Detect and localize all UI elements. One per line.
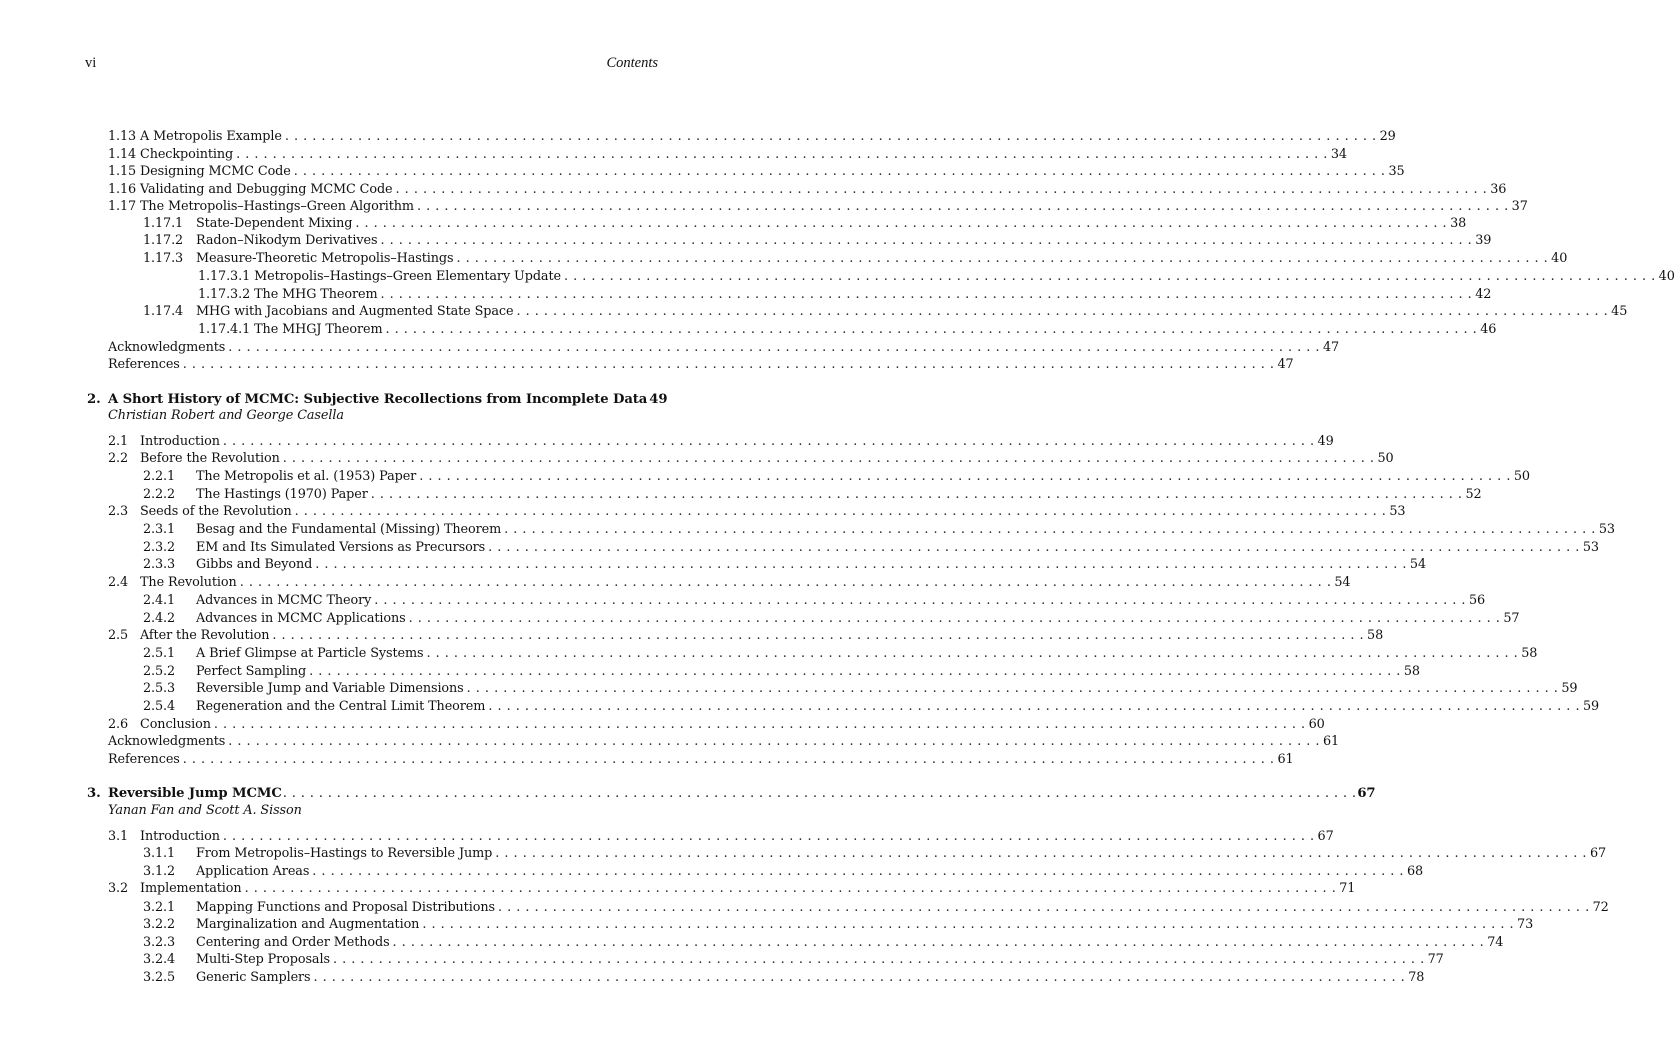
toc-entry-number: 1.17.2: [143, 233, 184, 248]
toc-entry-title: Acknowledgments: [108, 340, 226, 355]
toc-entry-title: Validating and Debugging MCMC Code: [140, 182, 393, 197]
dot-leader: . . . . . . . . . . . . . . . . . . . . . . . . . . . . . . . . . . . . . . . . . . . . . . . . . . . . . . . . . . . . . . . . . . . . . . . . . . . . . . . . . . . . . . . . . . . . . . . . . . . . . . . . . . . . . . . . . . . . . . . .: [563, 269, 1656, 284]
toc-entry-row: [0, 215, 1467, 233]
dot-leader: . . . . . . . . . . . . . . . . . . . . . . . . . . . . . . . . . . . . . . . . . . . . . . . . . . . . . . . . . . . . . . . . . . . . . . . . . . . . . . . . . . . . . . . . . . . . . . . . . . . . . . . . . . . . . . . . . . . . . . . .: [504, 522, 1596, 537]
toc-page-number: 54: [1409, 557, 1427, 572]
toc-entry-row: [0, 574, 1351, 592]
toc-page-number: 74: [1487, 935, 1504, 950]
toc-page-number: 52: [1465, 487, 1482, 502]
toc-page-number: 40: [1551, 251, 1568, 266]
toc-page-number: 35: [1388, 164, 1405, 179]
toc-page-number: 77: [1427, 952, 1444, 967]
toc-entry-title: Designing MCMC Code: [140, 164, 291, 179]
toc-entry-title: Generic Samplers: [196, 970, 311, 985]
toc-entry-row: [0, 751, 1294, 769]
toc-entry-number: 1.17.3.1: [198, 269, 251, 284]
toc-entry-title: Seeds of the Revolution: [140, 504, 292, 519]
running-title: Contents: [606, 55, 658, 71]
dot-leader: . . . . . . . . . . . . . . . . . . . . . . . . . . . . . . . . . . . . . . . . . . . . . . . . . . . . . . . . . . . . . . . . . . . . . . . . . . . . . . . . . . . . . . . . . . . . . . . . . . . . . . . . . . . . . . . . . . . . . . . .: [408, 611, 1501, 626]
toc-entry-row: [0, 468, 1530, 486]
toc-entry-row: [0, 128, 1396, 146]
toc-entry-row: [0, 450, 1394, 468]
toc-entry-row: [0, 863, 1424, 881]
toc-page-number: 61: [1277, 752, 1294, 767]
toc-entry-number: 2.1: [108, 434, 129, 449]
toc-page-number: 46: [1480, 322, 1497, 337]
toc-entry-title: Regeneration and the Central Limit Theorem: [196, 699, 486, 714]
toc-entry-number: 3.2: [108, 881, 129, 896]
toc-page-number: 67: [1589, 846, 1607, 861]
toc-entry-number: 3.: [87, 786, 101, 801]
toc-entry-title: Implementation: [140, 881, 242, 896]
toc-entry-number: 2.6: [108, 717, 129, 732]
dot-leader: . . . . . . . . . . . . . . . . . . . . . . . . . . . . . . . . . . . . . . . . . . . . . . . . . . . . . . . . . . . . . . . . . . . . . . . . . . . . . . . . . . . . . . . . . . . . . . . . . . . . . . . . . . . . . . . . . . . . . . . .: [222, 434, 1315, 449]
toc-page-number: 71: [1339, 881, 1356, 896]
dot-leader: . . . . . . . . . . . . . . . . . . . . . . . . . . . . . . . . . . . . . . . . . . . . . . . . . . . . . . . . . . . . . . . . . . . . . . . . . . . . . . . . . . . . . . . . . . . . . . . . . . . . . . . . . . . . . . . . . . . . . . . .: [228, 734, 1320, 749]
toc-entry-number: 1.17.4.1: [198, 322, 251, 337]
toc-page-number: 57: [1503, 611, 1520, 626]
toc-entry-row: [0, 698, 1600, 716]
toc-entry-title: Reversible Jump MCMC: [108, 786, 282, 801]
dot-leader: . . . . . . . . . . . . . . . . . . . . . . . . . . . . . . . . . . . . . . . . . . . . . . . . . . . . . . . . . . . . . . . . . . . . . . . . . . . . . . . . . . . . . . . . . . . . . . . . . . . . . . . . . . . . . . . . . . . . . . . .: [239, 575, 1332, 590]
chapter-authors: Christian Robert and George Casella: [108, 408, 344, 423]
toc-entry-row: [0, 610, 1520, 628]
toc-entry-row: [0, 286, 1492, 304]
toc-entry-title: The Metropolis et al. (1953) Paper: [196, 469, 417, 484]
toc-page-number: 58: [1367, 628, 1384, 643]
dot-leader: . . . . . . . . . . . . . . . . . . . . . . . . . . . . . . . . . . . . . . . . . . . . . . . . . . . . . . . . . . . . . . . . . . . . . . . . . . . . . . . . . . . . . . . . . . . . . . . . . . . . . . . . . . . . . . . . . . . . . . . .: [282, 451, 1375, 466]
dot-leader: . . . . . . . . . . . . . . . . . . . . . . . . . . . . . . . . . . . . . . . . . . . . . . . . . . . . . . . . . . . . . . . . . . . . . . . . . . . . . . . . . . . . . . . . . . . . . . . . . . . . . . . . . . . . . . . . . . . . . . . .: [422, 917, 1515, 932]
toc-entry-row: [0, 503, 1406, 521]
toc-entry-row: [0, 969, 1425, 987]
dot-leader: . . . . . . . . . . . . . . . . . . . . . . . . . . . . . . . . . . . . . . . . . . . . . . . . . . . . . . . . . . . . . . . . . . . . . . . . . . . . . . . . . . . . . . . . . . . . . . . . . . . . . . . . . . . . . . . . . . . . . . . .: [182, 752, 1275, 767]
toc-entry-row: [0, 539, 1599, 557]
toc-entry-title: Reversible Jump and Variable Dimensions: [196, 681, 464, 696]
toc-entry-row: [0, 951, 1444, 969]
toc-author-row: [0, 802, 658, 820]
toc-page-number: 59: [1583, 699, 1600, 714]
toc-entry-row: [0, 198, 1528, 216]
toc-page-number: 56: [1468, 593, 1486, 608]
toc-entry-title: MHG with Jacobians and Augmented State Space: [196, 304, 514, 319]
toc-entry-title: Mapping Functions and Proposal Distributions: [196, 900, 495, 915]
toc-entry-number: 1.17: [108, 199, 137, 214]
toc-entry-number: 2.4.2: [143, 611, 176, 626]
toc-entry-title: From Metropolis–Hastings to Reversible Jump: [196, 846, 493, 861]
toc-entry-number: 2.2.2: [143, 487, 176, 502]
dot-leader: . . . . . . . . . . . . . . . . . . . . . . . . . . . . . . . . . . . . . . . . . . . . . . . . . . . . . . . . . . . . . . . . . . . . . . . . . . . . . . . . . . . . . . . . . . . . . . . . . . . . . . . . . . . . . . . . . . . . . . . .: [236, 147, 1328, 162]
toc-page-number: 49: [649, 392, 668, 407]
dot-leader: . . . . . . . . . . . . . . . . . . . . . . . . . . . . . . . . . . . . . . . . . . . . . . . . . . . . . . . . . . . . . . . . . . . . . . . . . . . . . . . . . . . . . . . . . . . . . . . . . . . . . . . . . . . . . . . . . . . . . . . .: [315, 557, 1407, 572]
dot-leader: . . . . . . . . . . . . . . . . . . . . . . . . . . . . . . . . . . . . . . . . . . . . . . . . . . . . . . . . . . . . . . . . . . . . . . . . . . . . . . . . . . . . . . . . . . . . . . . . . . . . . . . . . . . . . . . . . . . . . . . .: [497, 900, 1590, 915]
toc-page-number: 53: [1389, 504, 1406, 519]
toc-entry-row: [0, 680, 1578, 698]
toc-entry-title: Checkpointing: [140, 147, 234, 162]
toc-entry-row: [0, 303, 1628, 321]
toc-entry-number: 2.4.1: [143, 593, 176, 608]
toc-entry-row: [0, 828, 1334, 846]
toc-entry-row: [0, 645, 1538, 663]
dot-leader: . . . . . . . . . . . . . . . . . . . . . . . . . . . . . . . . . . . . . . . . . . . . . . . . . . . . . . . . . . . . . . . . . . . . . . . . . . . . . . . . . . . . . . . . . . . . . . . . . . . . . . . . . . . . . . . . . . . . . . . .: [426, 646, 1519, 661]
toc-entry-number: 1.17.1: [143, 216, 184, 231]
dot-leader: . . . . . . . . . . . . . . . . . . . . . . . . . . . . . . . . . . . . . . . . . . . . . . . . . . . . . . . . . . . . . . . . . . . . . . . . . . . . . . . . . . . . . . . . . . . . . . . . . . . . . . . . . . . . . . . . . . . . . . . .: [332, 952, 1425, 967]
dot-leader: . . . . . . . . . . . . . . . . . . . . . . . . . . . . . . . . . . . . . . . . . . . . . . . . . . . . . . . . . . . . . . . . . . . . . . . . . . . . . . . . . . . . . . . . . . . . . . . . . . . . . . . . . . . . . . . . . . . . . . . .: [282, 786, 1357, 801]
dot-leader: . . . . . . . . . . . . . . . . . . . . . . . . . . . . . . . . . . . . . . . . . . . . . . . . . . . . . . . . . . . . . . . . . . . . . . . . . . . . . . . . . . . . . . . . . . . . . . . . . . . . . . . . . . . . . . . . . . . . . . . .: [488, 699, 1581, 714]
toc-page-number: 37: [1511, 199, 1528, 214]
toc-entry-title: Besag and the Fundamental (Missing) Theorem: [196, 522, 502, 537]
toc-entry-title: A Short History of MCMC: Subjective Recollections from Incomplete Data: [108, 392, 648, 407]
toc-page-number: 34: [1330, 147, 1347, 162]
toc-entry-title: The MHG Theorem: [254, 287, 378, 302]
toc-entry-title: Multi-Step Proposals: [196, 952, 330, 967]
toc-page-number: 53: [1582, 540, 1599, 555]
toc-entry-row: [0, 716, 1325, 734]
dot-leader: . . . . . . . . . . . . . . . . . . . . . . . . . . . . . . . . . . . . . . . . . . . . . . . . . . . . . . . . . . . . . . . . . . . . . . . . . . . . . . . . . . . . . . . . . . . . . . . . . . . . . . . . . . . . . . . . . . . . . . . .: [309, 664, 1401, 679]
toc-page-number: 47: [1322, 340, 1340, 355]
toc-page-number: 68: [1407, 864, 1424, 879]
dot-leader: . . . . . . . . . . . . . . . . . . . . . . . . . . . . . . . . . . . . . . . . . . . . . . . . . . . . . . . . . . . . . . . . . . . . . . . . . . . . . . . . . . . . . . . . . . . . . . . . . . . . . . . . . . . . . . . . . . . . . . . .: [456, 251, 1549, 266]
toc-page-number: 54: [1334, 575, 1351, 590]
toc-entry-title: References: [108, 357, 180, 372]
toc-page-number: 38: [1450, 216, 1467, 231]
toc-page-number: 50: [1377, 451, 1394, 466]
toc-page-number: 47: [1277, 357, 1294, 372]
toc-entry-title: The Hastings (1970) Paper: [196, 487, 368, 502]
toc-entry-row: [0, 845, 1607, 863]
toc-entry-number: 2.3.1: [143, 522, 176, 537]
toc-page-number: 60: [1308, 717, 1325, 732]
toc-page-number: 40: [1658, 269, 1675, 284]
dot-leader: . . . . . . . . . . . . . . . . . . . . . . . . . . . . . . . . . . . . . . . . . . . . . . . . . . . . . . . . . . . . . . . . . . . . . . . . . . . . . . . . . . . . . . . . . . . . . . . . . . . . . . . . . . . . . . . . . . . . . . . .: [355, 216, 1448, 231]
dot-leader: . . . . . . . . . . . . . . . . . . . . . . . . . . . . . . . . . . . . . . . . . . . . . . . . . . . . . . . . . . . . . . . . . . . . . . . . . . . . . . . . . . . . . . . . . . . . . . . . . . . . . . . . . . . . . . . . . . . . . . . .: [385, 322, 1478, 337]
toc-page-number: 72: [1592, 900, 1609, 915]
toc-entry-number: 2.5: [108, 628, 129, 643]
toc-entry-row: [0, 163, 1405, 181]
toc-entry-title: Advances in MCMC Applications: [196, 611, 406, 626]
toc-entry-title: Measure-Theoretic Metropolis–Hastings: [196, 251, 454, 266]
toc-entry-title: A Metropolis Example: [140, 129, 282, 144]
toc-entry-number: 3.2.3: [143, 935, 176, 950]
dot-leader: . . . . . . . . . . . . . . . . . . . . . . . . . . . . . . . . . . . . . . . . . . . . . . . . . . . . . . . . . . . . . . . . . . . . . . . . . . . . . . . . . . . . . . . . . . . . . . . . . . . . . . . . . . . . . . . . . . . . . . . .: [374, 593, 1466, 608]
toc-entry-number: 2.5.1: [143, 646, 176, 661]
toc-entry-row: [0, 592, 1486, 610]
toc-entry-number: 3.1: [108, 829, 129, 844]
dot-leader: . . . . . . . . . . . . . . . . . . . . . . . . . . . . . . . . . . . . . . . . . . . . . . . . . . . . . . . . . . . . . . . . . . . . . . . . . . . . . . . . . . . . . . . . . . . . . . . . . . . . . . . . . . . . . . . . . . . . . . . .: [392, 935, 1485, 950]
toc-entry-title: Acknowledgments: [108, 734, 226, 749]
dot-leader: . . . . . . . . . . . . . . . . . . . . . . . . . . . . . . . . . . . . . . . . . . . . . . . . . . . . . . . . . . . . . . . . . . . . . . . . . . . . . . . . . . . . . . . . . . . . . . . . . . . . . . . . . . . . . . . . . . . . . . . .: [294, 504, 1387, 519]
toc-entry-row: [0, 663, 1420, 681]
toc-entry-title: State-Dependent Mixing: [196, 216, 353, 231]
toc-page-number: 29: [1379, 129, 1396, 144]
toc-entry-number: 2.3: [108, 504, 129, 519]
dot-leader: . . . . . . . . . . . . . . . . . . . . . . . . . . . . . . . . . . . . . . . . . . . . . . . . . . . . . . . . . . . . . . . . . . . . . . . . . . . . . . . . . . . . . . . . . . . . . . . . . . . . . . . . . . . . . . . . . . . . . . . .: [516, 304, 1609, 319]
toc-entry-title: The MHGJ Theorem: [254, 322, 383, 337]
toc-entry-number: 3.2.5: [143, 970, 176, 985]
toc-entry-row: [0, 339, 1340, 357]
toc-entry-title: Application Areas: [196, 864, 310, 879]
toc-page-number: 49: [1317, 434, 1334, 449]
toc-page-number: 58: [1521, 646, 1538, 661]
toc-entry-number: 2.2.1: [143, 469, 176, 484]
toc-entry-row: [0, 627, 1384, 645]
running-header: [85, 55, 658, 75]
dot-leader: . . . . . . . . . . . . . . . . . . . . . . . . . . . . . . . . . . . . . . . . . . . . . . . . . . . . . . . . . . . . . . . . . . . . . . . . . . . . . . . . . . . . . . . . . . . . . . . . . . . . . . . . . . . . . . . . . . . . . . . .: [213, 717, 1306, 732]
toc-entry-number: 2.3.2: [143, 540, 176, 555]
toc-entry-row: [0, 880, 1356, 898]
toc-page-number: 67: [1317, 829, 1334, 844]
toc-entry-row: [0, 146, 1347, 164]
toc-entry-number: 1.17.3: [143, 251, 184, 266]
dot-leader: . . . . . . . . . . . . . . . . . . . . . . . . . . . . . . . . . . . . . . . . . . . . . . . . . . . . . . . . . . . . . . . . . . . . . . . . . . . . . . . . . . . . . . . . . . . . . . . . . . . . . . . . . . . . . . . . . . . . . . . .: [419, 469, 1511, 484]
dot-leader: . . . . . . . . . . . . . . . . . . . . . . . . . . . . . . . . . . . . . . . . . . . . . . . . . . . . . . . . . . . . . . . . . . . . . . . . . . . . . . . . . . . . . . . . . . . . . . . . . . . . . . . . . . . . . . . . . . . . . . . .: [244, 881, 1337, 896]
toc-entry-number: 2.3.3: [143, 557, 176, 572]
toc-entry-number: 3.1.1: [143, 846, 176, 861]
toc-page-number: 67: [1357, 786, 1376, 801]
toc-entry-number: 2.2: [108, 451, 129, 466]
toc-entry-title: Perfect Sampling: [196, 664, 307, 679]
toc-entry-row: [0, 356, 1294, 374]
dot-leader: . . . . . . . . . . . . . . . . . . . . . . . . . . . . . . . . . . . . . . . . . . . . . . . . . . . . . . . . . . . . . . . . . . . . . . . . . . . . . . . . . . . . . . . . . . . . . . . . . . . . . . . . . . . . . . . . . . . . . . . .: [495, 846, 1587, 861]
dot-leader: . . . . . . . . . . . . . . . . . . . . . . . . . . . . . . . . . . . . . . . . . . . . . . . . . . . . . . . . . . . . . . . . . . . . . . . . . . . . . . . . . . . . . . . . . . . . . . . . . . . . . . . . . . . . . . . . . . . . . . . .: [380, 233, 1473, 248]
dot-leader: . . . . . . . . . . . . . . . . . . . . . . . . . . . . . . . . . . . . . . . . . . . . . . . . . . . . . . . . . . . . . . . . . . . . . . . . . . . . . . . . . . . . . . . . . . . . . . . . . . . . . . . . . . . . . . . . . . . . . . . .: [228, 340, 1320, 355]
toc-entry-number: 2.: [87, 392, 101, 407]
toc-entry-row: [0, 232, 1492, 250]
toc-entry-number: 1.17.3.2: [198, 287, 251, 302]
toc-entry-number: 3.2.1: [143, 900, 176, 915]
dot-leader: . . . . . . . . . . . . . . . . . . . . . . . . . . . . . . . . . . . . . . . . . . . . . . . . . . . . . . . . . . . . . . . . . . . . . . . . . . . . . . . . . . . . . . . . . . . . . . . . . . . . . . . . . . . . . . . . . . . . . . . .: [416, 199, 1509, 214]
dot-leader: . . . . . . . . . . . . . . . . . . . . . . . . . . . . . . . . . . . . . . . . . . . . . . . . . . . . . . . . . . . . . . . . . . . . . . . . . . . . . . . . . . . . . . . . . . . . . . . . . . . . . . . . . . . . . . . . . . . . . . . .: [222, 829, 1315, 844]
toc-page-number: 53: [1598, 522, 1615, 537]
toc-entry-title: References: [108, 752, 180, 767]
toc-entry-number: 3.2.2: [143, 917, 176, 932]
toc-page-number: 50: [1513, 469, 1530, 484]
toc-entry-title: Radon–Nikodym Derivatives: [196, 233, 378, 248]
toc-page-number: 39: [1475, 233, 1492, 248]
toc-entry-title: A Brief Glimpse at Particle Systems: [196, 646, 424, 661]
toc-page-number: 59: [1561, 681, 1578, 696]
toc-entry-title: The Revolution: [140, 575, 237, 590]
toc-entry-row: [0, 916, 1534, 934]
toc-entry-number: 2.5.3: [143, 681, 176, 696]
toc-page-number: 73: [1517, 917, 1534, 932]
dot-leader: . . . . . . . . . . . . . . . . . . . . . . . . . . . . . . . . . . . . . . . . . . . . . . . . . . . . . . . . . . . . . . . . . . . . . . . . . . . . . . . . . . . . . . . . . . . . . . . . . . . . . . . . . . . . . . . . . . . . . . . .: [370, 487, 1463, 502]
toc-page-number: 58: [1403, 664, 1420, 679]
toc-entry-title: EM and Its Simulated Versions as Precursors: [196, 540, 486, 555]
toc-entry-row: [0, 268, 1675, 286]
toc-entry-title: Advances in MCMC Theory: [196, 593, 372, 608]
toc-entry-title: Gibbs and Beyond: [196, 557, 313, 572]
dot-leader: . . . . . . . . . . . . . . . . . . . . . . . . . . . . . . . . . . . . . . . . . . . . . . . . . . . . . . . . . . . . . . . . . . . . . . . . . . . . . . . . . . . . . . . . . . . . . . . . . . . . . . . . . . . . . . . . . . . . . . . .: [488, 540, 1580, 555]
toc-entry-number: 2.5.2: [143, 664, 176, 679]
toc-entry-title: After the Revolution: [140, 628, 270, 643]
toc-page-number: 42: [1475, 287, 1492, 302]
dot-leader: . . . . . . . . . . . . . . . . . . . . . . . . . . . . . . . . . . . . . . . . . . . . . . . . . . . . . . . . . . . . . . . . . . . . . . . . . . . . . . . . . . . . . . . . . . . . . . . . . . . . . . . . . . . . . . . . . . . . . . . .: [380, 287, 1473, 302]
toc-entry-row: [0, 321, 1497, 339]
dot-leader: . . . . . . . . . . . . . . . . . . . . . . . . . . . . . . . . . . . . . . . . . . . . . . . . . . . . . . . . . . . . . . . . . . . . . . . . . . . . . . . . . . . . . . . . . . . . . . . . . . . . . . . . . . . . . . . . . . . . . . . .: [284, 129, 1377, 144]
toc-page-number: 36: [1490, 182, 1507, 197]
dot-leader: . . . . . . . . . . . . . . . . . . . . . . . . . . . . . . . . . . . . . . . . . . . . . . . . . . . . . . . . . . . . . . . . . . . . . . . . . . . . . . . . . . . . . . . . . . . . . . . . . . . . . . . . . . . . . . . . . . . . . . . .: [182, 357, 1275, 372]
toc-entry-number: 1.16: [108, 182, 137, 197]
dot-leader: . . . . . . . . . . . . . . . . . . . . . . . . . . . . . . . . . . . . . . . . . . . . . . . . . . . . . . . . . . . . . . . . . . . . . . . . . . . . . . . . . . . . . . . . . . . . . . . . . . . . . . . . . . . . . . . . . . . . . . . .: [293, 164, 1386, 179]
toc-entry-number: 1.17.4: [143, 304, 184, 319]
toc-entry-row: [0, 934, 1504, 952]
dot-leader: . . . . . . . . . . . . . . . . . . . . . . . . . . . . . . . . . . . . . . . . . . . . . . . . . . . . . . . . . . . . . . . . . . . . . . . . . . . . . . . . . . . . . . . . . . . . . . . . . . . . . . . . . . . . . . . . . . . . . . . .: [395, 182, 1488, 197]
toc-entry-number: 2.5.4: [143, 699, 176, 714]
toc-entry-title: The Metropolis–Hastings–Green Algorithm: [140, 199, 414, 214]
toc-entry-row: [0, 556, 1427, 574]
toc-page-number: 45: [1611, 304, 1628, 319]
toc-entry-number: 1.14: [108, 147, 137, 162]
toc-author-row: [0, 407, 658, 425]
toc-page-number: 78: [1408, 970, 1425, 985]
toc-entry-row: [0, 250, 1568, 268]
toc-entry-number: 3.1.2: [143, 864, 176, 879]
toc-entry-row: [0, 486, 1482, 504]
toc-entry-row: [0, 899, 1609, 917]
toc-entry-title: Introduction: [140, 829, 220, 844]
dot-leader: . . . . . . . . . . . . . . . . . . . . . . . . . . . . . . . . . . . . . . . . . . . . . . . . . . . . . . . . . . . . . . . . . . . . . . . . . . . . . . . . . . . . . . . . . . . . . . . . . . . . . . . . . . . . . . . . . . . . . . . .: [312, 864, 1404, 879]
dot-leader: . . . . . . . . . . . . . . . . . . . . . . . . . . . . . . . . . . . . . . . . . . . . . . . . . . . . . . . . . . . . . . . . . . . . . . . . . . . . . . . . . . . . . . . . . . . . . . . . . . . . . . . . . . . . . . . . . . . . . . . .: [272, 628, 1365, 643]
toc-entry-number: 3.2.4: [143, 952, 176, 967]
toc-entry-row: [0, 733, 1340, 751]
dot-leader: . . . . . . . . . . . . . . . . . . . . . . . . . . . . . . . . . . . . . . . . . . . . . . . . . . . . . . . . . . . . . . . . . . . . . . . . . . . . . . . . . . . . . . . . . . . . . . . . . . . . . . . . . . . . . . . . . . . . . . . .: [466, 681, 1559, 696]
toc-entry-title: Introduction: [140, 434, 220, 449]
chapter-authors: Yanan Fan and Scott A. Sisson: [108, 803, 302, 818]
toc-entry-row: [0, 433, 1334, 451]
toc-entry-row: [0, 181, 1507, 199]
toc-entry-title: Conclusion: [140, 717, 211, 732]
toc-entry-number: 1.15: [108, 164, 137, 179]
toc-entry-title: Marginalization and Augmentation: [196, 917, 420, 932]
toc-entry-number: 2.4: [108, 575, 129, 590]
toc-entry-number: 1.13: [108, 129, 137, 144]
page-number: vi: [85, 55, 97, 71]
dot-leader: . . . . . . . . . . . . . . . . . . . . . . . . . . . . . . . . . . . . . . . . . . . . . . . . . . . . . . . . . . . . . . . . . . . . . . . . . . . . . . . . . . . . . . . . . . . . . . . . . . . . . . . . . . . . . . . . . . . . . . . .: [313, 970, 1406, 985]
toc-page-number: 61: [1322, 734, 1340, 749]
toc-chapter-row: [0, 785, 1376, 803]
toc-entry-title: Metropolis–Hastings–Green Elementary Update: [254, 269, 561, 284]
toc-entry-row: [0, 521, 1615, 539]
toc-entry-title: Before the Revolution: [140, 451, 280, 466]
toc-entry-title: Centering and Order Methods: [196, 935, 390, 950]
